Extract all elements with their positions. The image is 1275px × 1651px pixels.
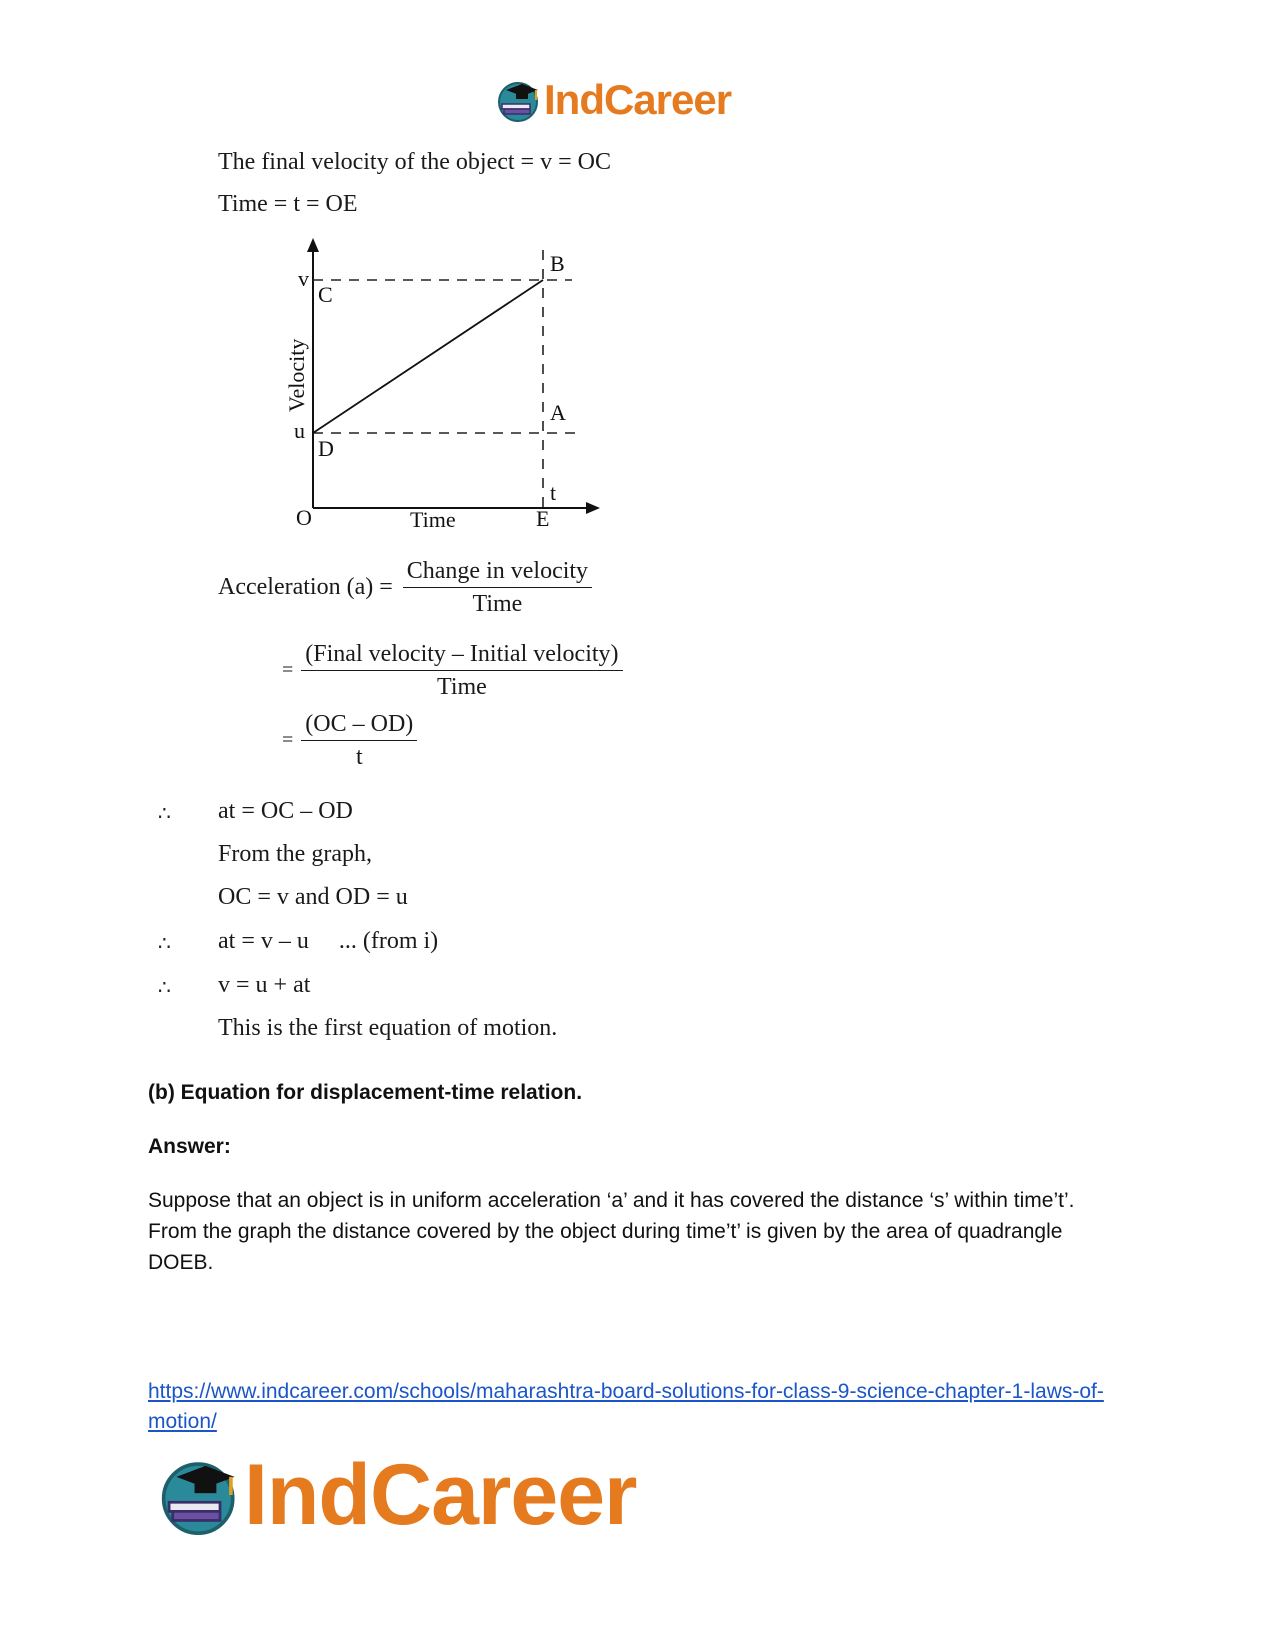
label-d: D [318,436,334,461]
therefore-symbol-2: ∴ [158,931,171,955]
x-axis-label: Time [410,507,456,530]
intro-line-time: Time = t = OE [218,191,358,217]
velocity-line-db [313,280,543,433]
indcareer-globe-icon [158,1455,242,1535]
label-u: u [294,418,305,443]
label-a: A [550,400,566,425]
derivation-line-5: v = u + at [218,972,311,998]
eq2-numerator: (Final velocity – Initial velocity) [301,640,622,671]
equals-sign-3: = [282,729,294,751]
footer-logo-text: IndCareer [244,1447,637,1543]
derivation-line-1: at = OC – OD [218,798,353,824]
y-axis-arrow [307,238,319,252]
intro-line-velocity: The final velocity of the object = v = OC [218,149,611,175]
y-axis-label: Velocity [284,338,309,412]
answer-label: Answer: [148,1135,231,1158]
label-o: O [296,505,312,530]
section-b-heading: (b) Equation for displacement-time relation. [148,1081,583,1104]
derivation-line-6: This is the first equation of motion. [218,1015,558,1041]
equation-line-2 [282,640,623,701]
label-v: v [298,266,309,291]
x-axis-arrow [586,502,600,514]
label-e: E [536,506,550,530]
acceleration-equation [218,557,592,618]
therefore-symbol-3: ∴ [158,975,171,999]
derivation-line-3: OC = v and OD = u [218,884,408,910]
therefore-symbol-1: ∴ [158,801,171,825]
oc-od-fraction [301,710,417,771]
footer-logo [158,1447,637,1543]
acceleration-numerator: Change in velocity [403,557,592,588]
source-link[interactable]: https://www.indcareer.com/schools/maharashtra-board-solutions-for-class-9-science-chapter-1-laws-of-motion/ [148,1380,1104,1433]
eq3-denominator: t [355,744,363,770]
acceleration-lhs: Acceleration (a) = [218,574,393,600]
logo-text: IndCareer [544,76,732,123]
answer-paragraph: Suppose that an object is in uniform acceleration ‘a’ and it has covered the distance ‘s’ within time’t’. From the graph the distance covered by the object during time’t’ is given by the area of quadrangle DOEB. [148,1189,1075,1274]
equals-sign-2: = [282,659,294,681]
velocity-time-graph [270,230,610,530]
velocity-difference-fraction [301,640,622,701]
label-c: C [318,282,333,307]
indcareer-globe-icon [496,78,542,122]
derivation-line-4: at = v – u ... (from i) [218,928,439,954]
derivation-line-2: From the graph, [218,841,372,867]
eq3-numerator: (OC – OD) [301,710,417,741]
acceleration-denominator: Time [472,591,523,617]
header-logo [496,76,731,124]
eq2-denominator: Time [437,674,487,700]
acceleration-fraction [403,557,592,618]
equation-line-3 [282,710,417,771]
label-b: B [550,251,565,276]
label-t: t [550,480,557,505]
